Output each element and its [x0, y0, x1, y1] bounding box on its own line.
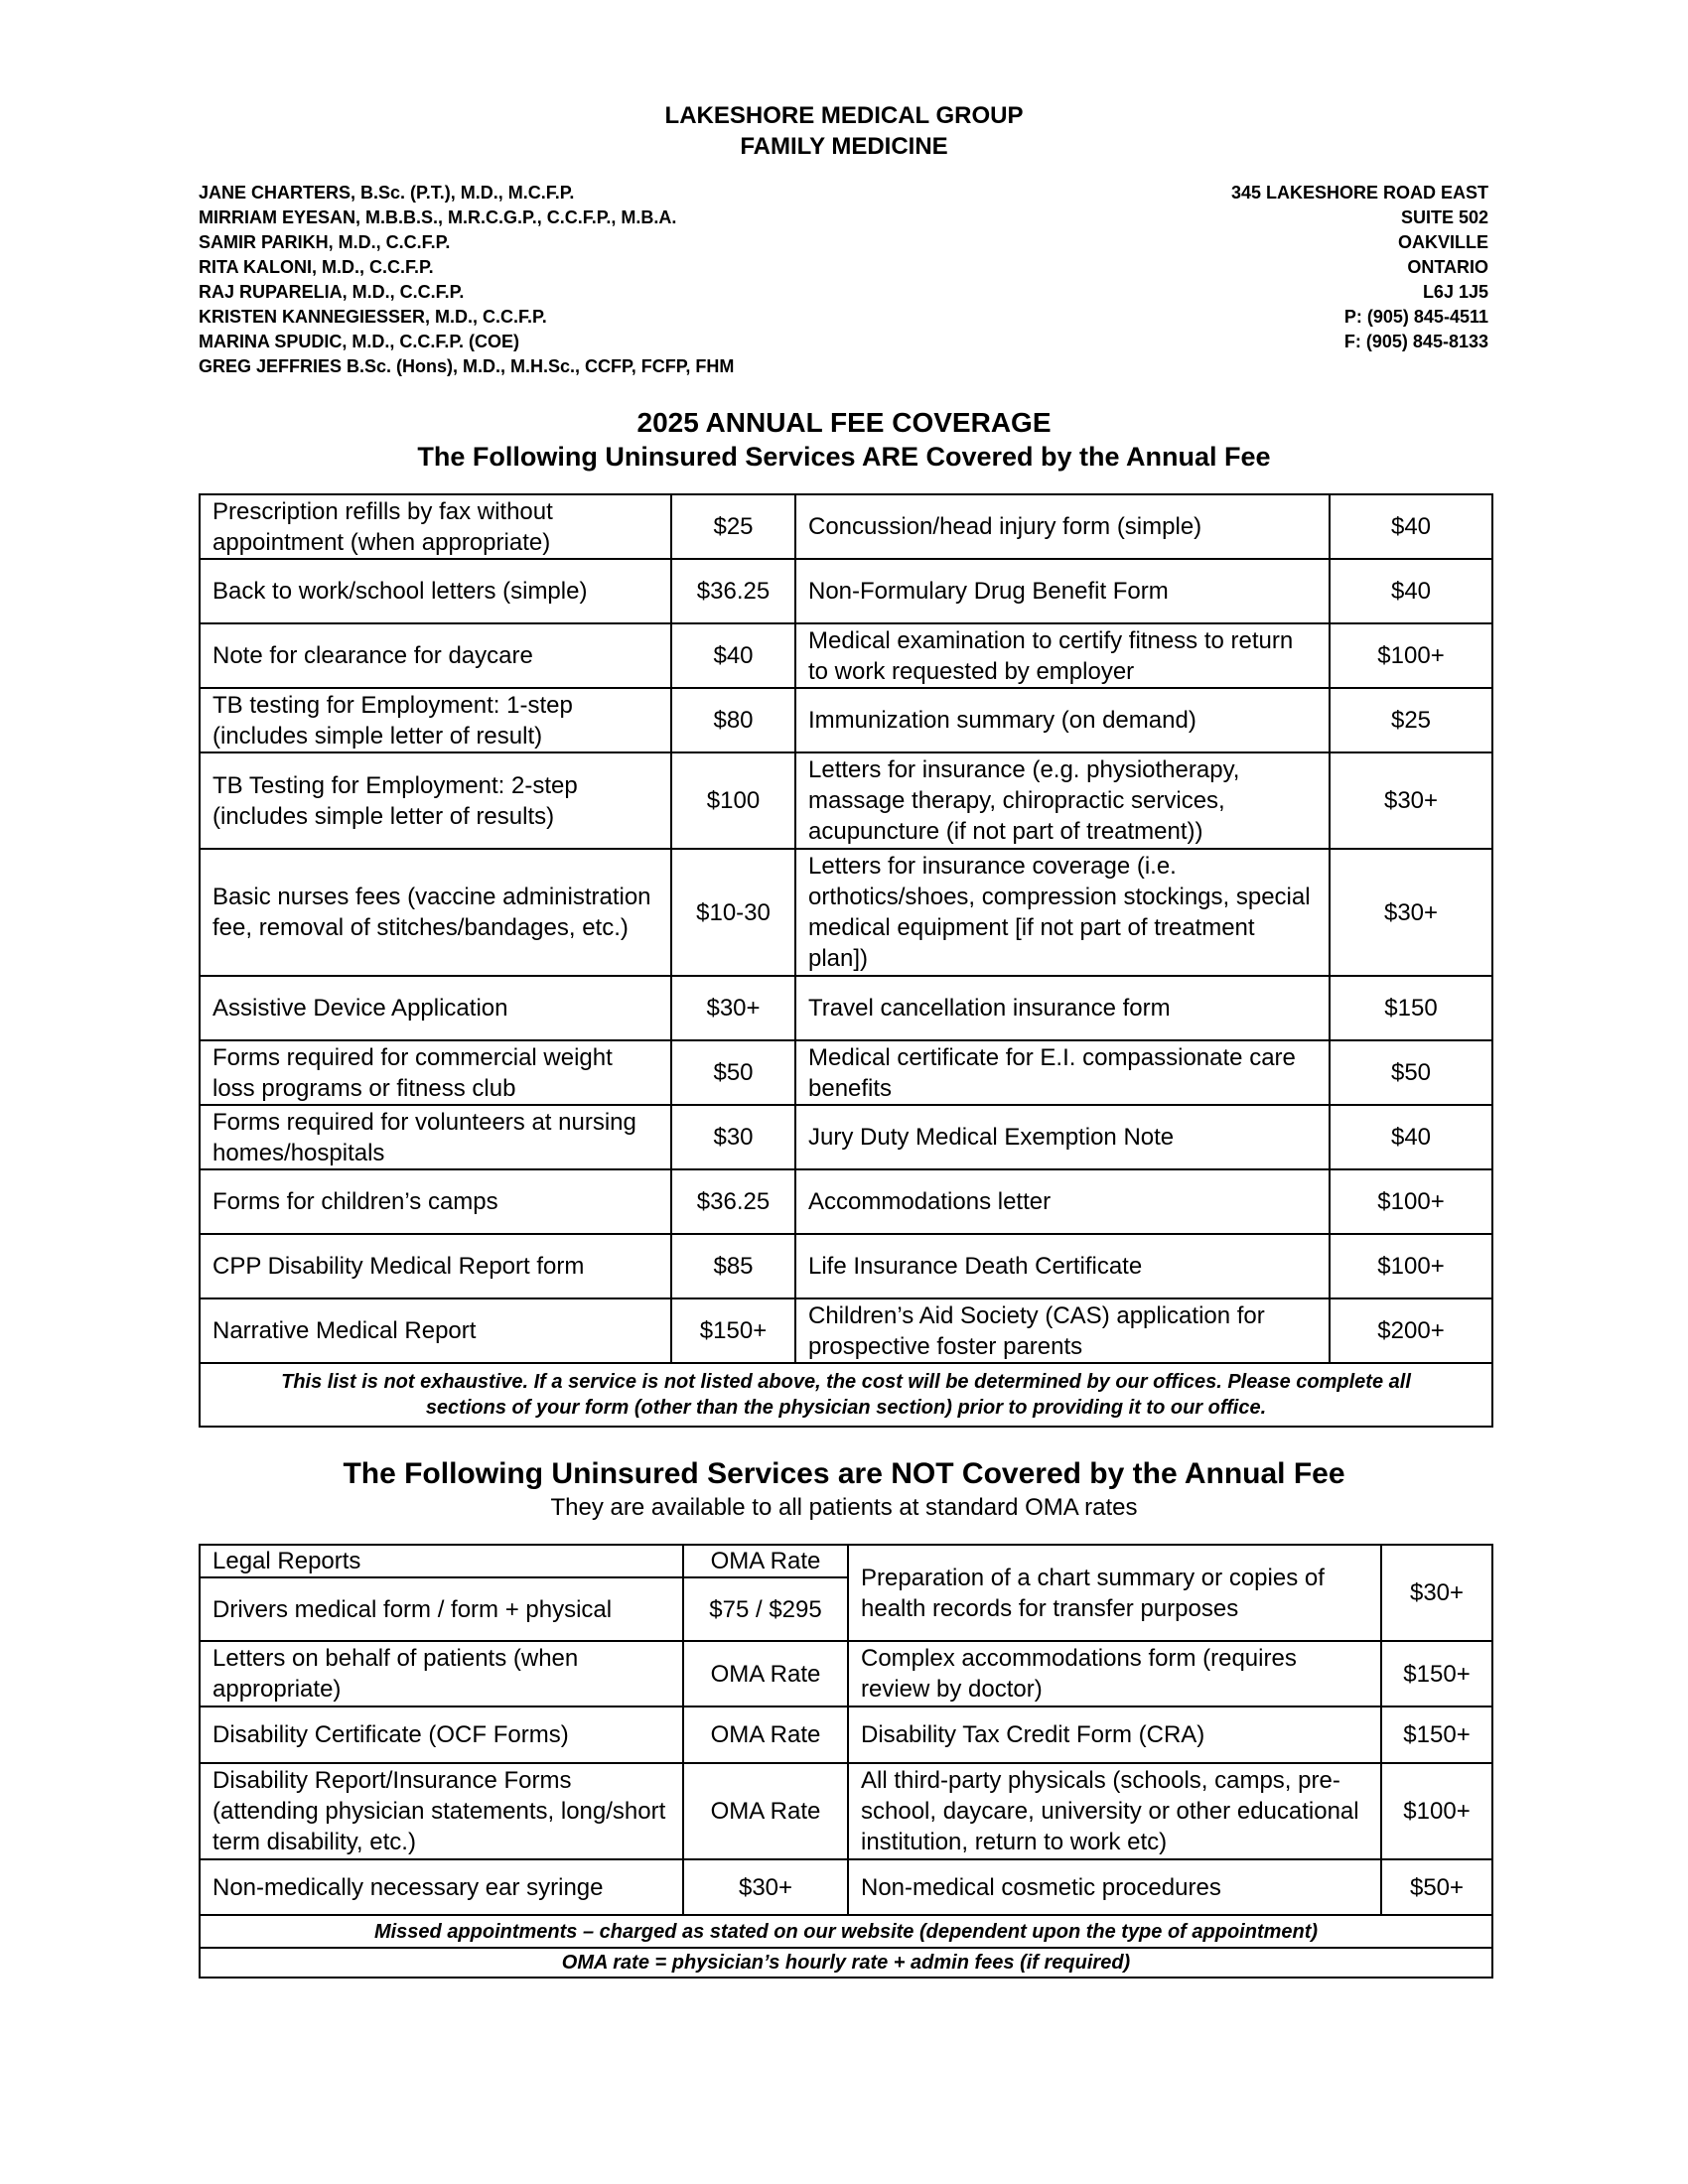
phone-number: P: (905) 845-4511 — [1343, 307, 1488, 327]
service-name: TB Testing for Employment: 2-step (includes simple letter of results) — [200, 752, 671, 849]
physician-name: MIRRIAM EYESAN, M.B.B.S., M.R.C.G.P., C.C.F.P., M.B.A. — [199, 207, 677, 227]
service-name: Complex accommodations form (requires review by doctor) — [848, 1641, 1381, 1706]
clinic-header — [0, 100, 1688, 162]
table-row — [200, 623, 1492, 688]
table-row — [200, 1105, 1492, 1169]
service-name: Disability Certificate (OCF Forms) — [200, 1706, 683, 1763]
service-name: Disability Tax Credit Form (CRA) — [848, 1706, 1381, 1763]
clinic-name: LAKESHORE MEDICAL GROUP — [664, 102, 1024, 129]
fax-number: F: (905) 845-8133 — [1343, 332, 1488, 351]
table-note-row — [200, 1915, 1492, 1948]
service-price: $40 — [1330, 1105, 1492, 1169]
service-name: Medical examination to certify fitness to return to work requested by employer — [795, 623, 1330, 688]
service-price: $75 / $295 — [683, 1577, 848, 1641]
service-price: OMA Rate — [683, 1706, 848, 1763]
coverage-disclaimer: This list is not exhaustive. If a service is not listed above, the cost will be determined by our offices. Please complete all sections of your form (other than the physician section) prior to providing it to our office. — [200, 1363, 1492, 1427]
service-price: $30+ — [671, 976, 795, 1040]
not-covered-subtitle: They are available to all patients at standard OMA rates — [550, 1494, 1138, 1521]
service-price: $25 — [671, 494, 795, 559]
service-name: Children’s Aid Society (CAS) application for prospective foster parents — [795, 1298, 1330, 1363]
address-line: ONTARIO — [1407, 257, 1488, 277]
clinic-address — [992, 181, 1488, 354]
service-price: $100+ — [1330, 1234, 1492, 1298]
address-line: SUITE 502 — [1400, 207, 1488, 227]
service-price: $200+ — [1330, 1298, 1492, 1363]
table-row — [200, 1706, 1492, 1763]
service-name: Forms required for commercial weight loss programs or fitness club — [200, 1040, 671, 1105]
covered-subtitle: The Following Uninsured Services ARE Covered by the Annual Fee — [417, 442, 1271, 472]
physician-name: GREG JEFFRIES B.Sc. (Hons), M.D., M.H.Sc., CCFP, FCFP, FHM — [199, 356, 735, 376]
service-name: Accommodations letter — [795, 1169, 1330, 1234]
table-note-row — [200, 1948, 1492, 1978]
oma-rate-note: OMA rate = physician’s hourly rate + admin fees (if required) — [200, 1948, 1492, 1978]
service-name: Preparation of a chart summary or copies of health records for transfer purposes — [848, 1545, 1381, 1641]
table-row — [200, 1169, 1492, 1234]
service-name: Assistive Device Application — [200, 976, 671, 1040]
table-row — [200, 1234, 1492, 1298]
service-price: $50+ — [1381, 1859, 1492, 1915]
service-name: Prescription refills by fax without appointment (when appropriate) — [200, 494, 671, 559]
table-row — [200, 849, 1492, 976]
service-name: Non-medically necessary ear syringe — [200, 1859, 683, 1915]
not-covered-title: The Following Uninsured Services are NOT Covered by the Annual Fee — [343, 1457, 1345, 1490]
table-row — [200, 1298, 1492, 1363]
service-name: Narrative Medical Report — [200, 1298, 671, 1363]
address-line: L6J 1J5 — [1422, 282, 1488, 302]
physician-name: RITA KALONI, M.D., C.C.F.P. — [199, 257, 434, 277]
service-price: $50 — [671, 1040, 795, 1105]
service-name: Basic nurses fees (vaccine administration fee, removal of stitches/bandages, etc.) — [200, 849, 671, 976]
table-row — [200, 494, 1492, 559]
physician-name: MARINA SPUDIC, M.D., C.C.F.P. (COE) — [199, 332, 520, 351]
service-price: $10-30 — [671, 849, 795, 976]
service-price: $100+ — [1330, 623, 1492, 688]
service-name: Non-Formulary Drug Benefit Form — [795, 559, 1330, 623]
service-price: $80 — [671, 688, 795, 752]
table-note-row — [200, 1363, 1492, 1427]
service-name: Legal Reports — [200, 1545, 683, 1577]
service-price: $40 — [1330, 494, 1492, 559]
not-covered-section-heading — [0, 1455, 1688, 1523]
covered-services-table — [199, 493, 1493, 1428]
address-line: OAKVILLE — [1397, 232, 1488, 252]
service-name: Life Insurance Death Certificate — [795, 1234, 1330, 1298]
service-name: Medical certificate for E.I. compassionate care benefits — [795, 1040, 1330, 1105]
service-price: $85 — [671, 1234, 795, 1298]
service-name: Disability Report/Insurance Forms (attending physician statements, long/short term disability, etc.) — [200, 1763, 683, 1859]
service-price: $40 — [671, 623, 795, 688]
service-price: OMA Rate — [683, 1763, 848, 1859]
service-name: TB testing for Employment: 1-step (includes simple letter of result) — [200, 688, 671, 752]
service-price: $40 — [1330, 559, 1492, 623]
service-name: Non-medical cosmetic procedures — [848, 1859, 1381, 1915]
physician-name: SAMIR PARIKH, M.D., C.C.F.P. — [199, 232, 451, 252]
service-price: $30+ — [1330, 752, 1492, 849]
service-name: All third-party physicals (schools, camps, pre-school, daycare, university or other educational institution, return to work etc) — [848, 1763, 1381, 1859]
service-price: OMA Rate — [683, 1641, 848, 1706]
service-name: Forms required for volunteers at nursing homes/hospitals — [200, 1105, 671, 1169]
service-name: Back to work/school letters (simple) — [200, 559, 671, 623]
service-price: $36.25 — [671, 1169, 795, 1234]
table-row — [200, 1763, 1492, 1859]
table-row — [200, 688, 1492, 752]
clinic-department: FAMILY MEDICINE — [740, 133, 948, 160]
physician-name: KRISTEN KANNEGIESSER, M.D., C.C.F.P. — [199, 307, 547, 327]
service-name: Travel cancellation insurance form — [795, 976, 1330, 1040]
address-line: 345 LAKESHORE ROAD EAST — [1230, 183, 1488, 203]
service-price: $150 — [1330, 976, 1492, 1040]
physician-name: RAJ RUPARELIA, M.D., C.C.F.P. — [199, 282, 465, 302]
service-price: $50 — [1330, 1040, 1492, 1105]
not-covered-services-table — [199, 1544, 1493, 1979]
service-price: $150+ — [1381, 1706, 1492, 1763]
table-row — [200, 1545, 1492, 1577]
table-row — [200, 559, 1492, 623]
service-name: CPP Disability Medical Report form — [200, 1234, 671, 1298]
service-price: $30+ — [1330, 849, 1492, 976]
service-price: $150+ — [1381, 1641, 1492, 1706]
service-name: Note for clearance for daycare — [200, 623, 671, 688]
service-price: $25 — [1330, 688, 1492, 752]
table-row — [200, 1641, 1492, 1706]
covered-section-heading — [0, 406, 1688, 474]
table-row — [200, 1859, 1492, 1915]
service-name: Letters for insurance (e.g. physiotherapy, massage therapy, chiropractic services, acupuncture (if not part of treatment)) — [795, 752, 1330, 849]
service-price: $100 — [671, 752, 795, 849]
service-price: $100+ — [1330, 1169, 1492, 1234]
physician-list — [199, 181, 953, 379]
service-name: Jury Duty Medical Exemption Note — [795, 1105, 1330, 1169]
service-name: Concussion/head injury form (simple) — [795, 494, 1330, 559]
service-price: $30+ — [1381, 1545, 1492, 1641]
table-row — [200, 976, 1492, 1040]
service-name: Letters for insurance coverage (i.e. orthotics/shoes, compression stockings, special medical equipment [if not part of treatment plan]) — [795, 849, 1330, 976]
covered-title: 2025 ANNUAL FEE COVERAGE — [636, 407, 1052, 438]
physician-name: JANE CHARTERS, B.Sc. (P.T.), M.D., M.C.F.P. — [199, 183, 575, 203]
service-name: Letters on behalf of patients (when appropriate) — [200, 1641, 683, 1706]
missed-appointments-note: Missed appointments – charged as stated on our website (dependent upon the type of appointment) — [200, 1915, 1492, 1948]
table-row — [200, 1040, 1492, 1105]
service-price: $100+ — [1381, 1763, 1492, 1859]
service-price: $30+ — [683, 1859, 848, 1915]
service-price: OMA Rate — [683, 1545, 848, 1577]
service-name: Forms for children’s camps — [200, 1169, 671, 1234]
service-price: $36.25 — [671, 559, 795, 623]
service-name: Drivers medical form / form + physical — [200, 1577, 683, 1641]
service-price: $150+ — [671, 1298, 795, 1363]
service-price: $30 — [671, 1105, 795, 1169]
service-name: Immunization summary (on demand) — [795, 688, 1330, 752]
table-row — [200, 752, 1492, 849]
